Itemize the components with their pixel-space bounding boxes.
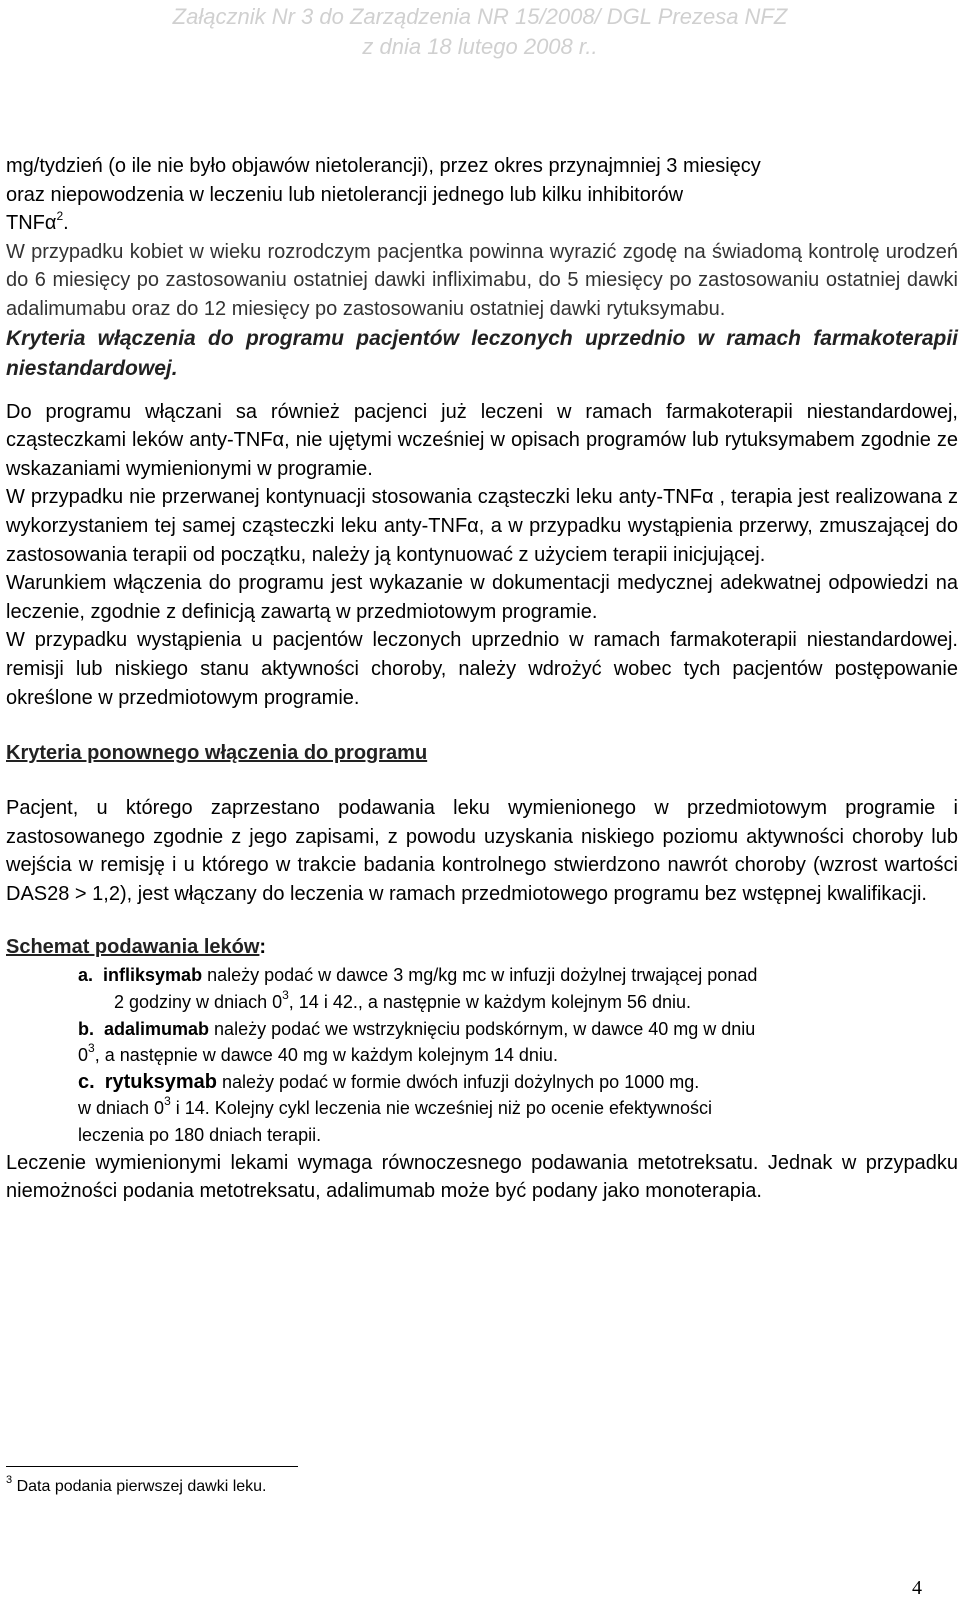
footnote-separator: [6, 1466, 298, 1467]
page-number: 4: [912, 1577, 922, 1599]
schedule-item-c-line-2: w dniach $0^3$ i 14. Kolejny cykl leczenia nie wcześniej niż po ocenie efektywności: [78, 1094, 713, 1119]
schedule-closing-paragraph: Leczenie wymienionymi lekami wymaga równoczesnego podawania metotreksatu. Jednak w przypadku niemożności podania metotreksatu, adalimumab może być podany jako monoterapia.: [6, 1151, 958, 1203]
intro-paragraph-2: W przypadku kobiet w wieku rozrodczym pacjentka powinna wyrazić zgodę na świadomą kontrolę urodzeń do 6 miesięcy po zastosowaniu ostatniej dawki infliximabu, do 5 miesięcy po zastosowaniu ostatniej dawki adalimumabu oraz do 12 miesięcy po zastosowaniu ostatniej dawki rytuksymabu.: [6, 240, 958, 320]
schedule-item-a: [78, 962, 954, 1015]
footnote-ref-2: 2: [56, 208, 64, 223]
footnote-text: Data podania pierwszej dawki leku.: [12, 1478, 267, 1495]
intro-line-1: mg/tydzień (o ile nie było objawów nietolerancji), przez okres przynajmniej 3 miesięcy: [6, 155, 761, 177]
schedule-item-c-line-3: leczenia po 180 dniach terapii.: [78, 1125, 322, 1146]
nonstandard-paragraph-4: W przypadku wystąpienia u pacjentów leczonych uprzednio w ramach farmakoterapii niestandardowej. remisji lub niskiego stanu aktywności choroby, należy wdrożyć wobec tych pacjentów postępowanie określone w przedmiotowym programie.: [6, 629, 958, 709]
schedule-item-b-line-1: b. adalimumab należy podać we wstrzyknięciu podskórnym, w dawce 40 mg w dniu: [78, 1018, 756, 1039]
schedule-item-a-line-1: a. infliksymab należy podać w dawce 3 mg/kg mc w infuzji dożylnej trwającej ponad: [78, 965, 758, 986]
drug-name-infliksymab: infliksymab: [103, 965, 203, 986]
drug-name-rytuksymab: rytuksymab: [104, 1070, 217, 1093]
page-header: [0, 2, 960, 62]
schedule-item-c: [78, 1069, 954, 1149]
schedule-heading-colon: :: [259, 936, 267, 959]
footnote-ref-3: 3: [164, 1094, 171, 1109]
nonstandard-paragraph-3: Warunkiem włączenia do programu jest wykazanie w dokumentacji medycznej adekwatnej odpowiedzi na leczenie, zgodnie z definicją zawartą w przedmiotowym programie.: [6, 572, 958, 623]
schedule-heading: Schemat podawania leków: [6, 936, 260, 959]
schedule-item-a-letter: a.: [78, 965, 94, 986]
footnote: [6, 1473, 267, 1498]
intro-paragraph-1: [6, 152, 958, 238]
schedule-item-b-letter: b.: [78, 1018, 94, 1039]
intro-line-2: oraz niepowodzenia w leczeniu lub nietolerancji jednego lub kilku inhibitorów: [6, 183, 684, 206]
schedule-item-a-line-2: 2 godziny w dniach $0^3$, 14 i 42., a następnie w każdym kolejnym 56 dniu.: [114, 988, 692, 1013]
nonstandard-criteria-heading: Kryteria włączenia do programu pacjentów leczonych uprzednio w ramach farmakoterapii niestandardowej.: [6, 326, 958, 380]
schedule-item-b: [78, 1016, 954, 1069]
schedule-heading-line: [6, 932, 958, 962]
schedule-item-c-letter: c.: [78, 1070, 95, 1093]
intro-line-3: TNFα: [6, 212, 57, 235]
nonstandard-paragraph-1: Do programu włączani sa również pacjenci już leczeni w ramach farmakoterapii niestandardowej, cząsteczkami leków anty-TNFα, nie ujętymi wcześniej w opisach programów lub rytuksymabem zgodnie ze wskazaniami wymienionymi w programie.: [6, 400, 958, 480]
header-line-2: z dnia 18 lutego 2008 r..: [362, 34, 598, 59]
readmission-criteria-heading: Kryteria ponownego włączenia do programu: [6, 742, 428, 765]
drug-name-adalimumab: adalimumab: [104, 1018, 210, 1039]
footnote-ref-3: 3: [282, 988, 289, 1003]
schedule-item-b-line-2: $0^3$, a następnie w dawce 40 mg w każdym kolejnym 14 dniu.: [78, 1041, 558, 1066]
intro-line-3-end: .: [63, 212, 69, 235]
footnote-number: 3: [6, 1473, 13, 1486]
header-line-1: Załącznik Nr 3 do Zarządzenia NR 15/2008/ DGL Prezesa NFZ: [172, 4, 788, 29]
schedule-list: [78, 962, 954, 1148]
schedule-item-c-line-1: c. rytuksymab należy podać w formie dwóch infuzji dożylnych po 1000 mg.: [78, 1070, 700, 1093]
readmission-paragraph: Pacjent, u którego zaprzestano podawania leku wymienionego w przedmiotowym programie i zastosowanego zgodnie z jego zapisami, z powodu uzyskania niskiego poziomu aktywności choroby lub wejścia w remisję i u którego w trakcie badania kontrolnego stwierdzono nawrót choroby (wzrost wartości DAS28 > 1,2), jest włączany do leczenia w ramach przedmiotowego programu bez wstępnej kwalifikacji.: [6, 797, 958, 905]
nonstandard-paragraph-2: W przypadku nie przerwanej kontynuacji stosowania cząsteczki leku anty-TNFα , terapia jest realizowana z wykorzystaniem tej samej cząsteczki leku anty-TNFα, a w przypadku wystąpienia przerwy, zmuszającej do zastosowania terapii od początku, należy ją kontynuować z użyciem terapii inicjującej.: [6, 486, 958, 566]
footnote-ref-3: 3: [88, 1041, 95, 1056]
document-body: [6, 152, 958, 1206]
